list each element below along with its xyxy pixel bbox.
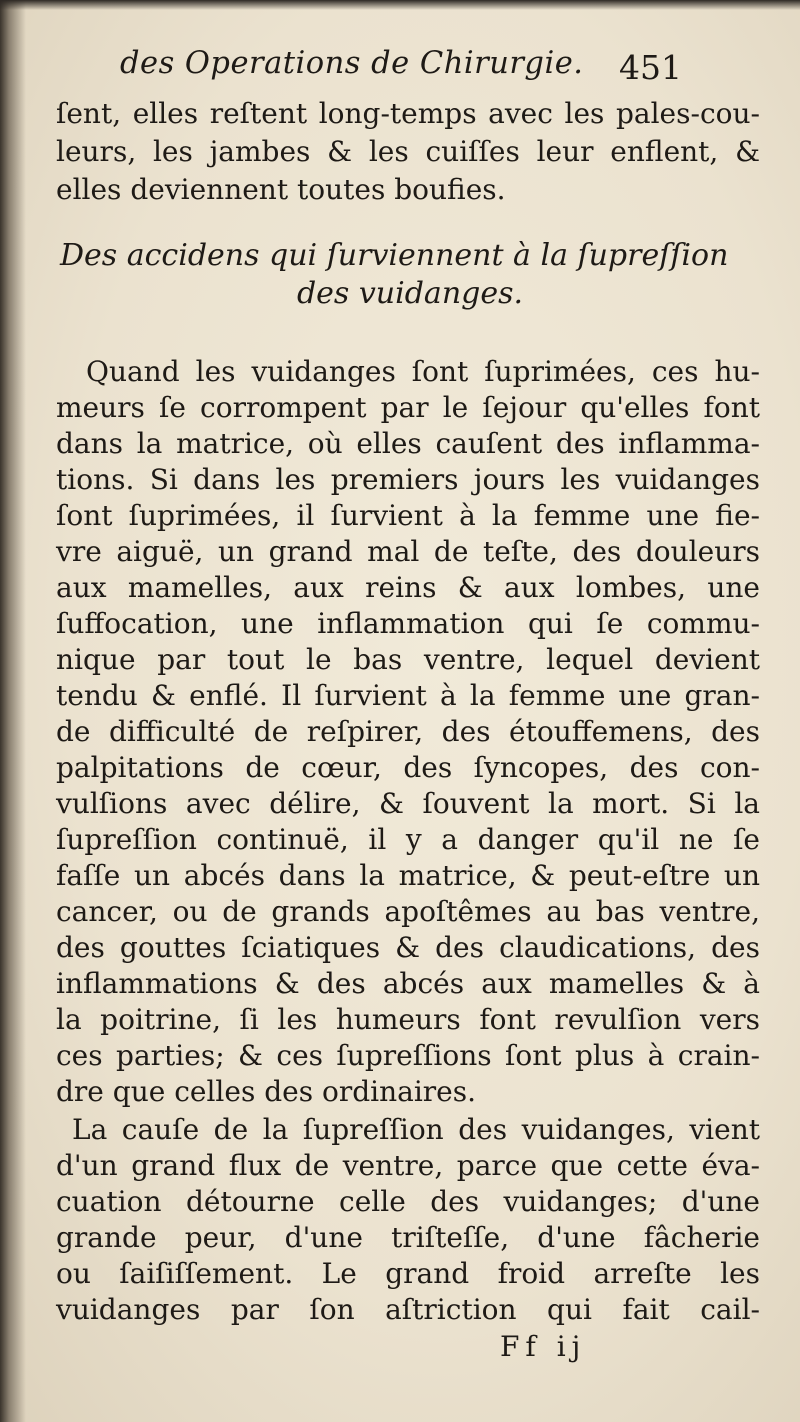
text-line: aux mamelles, aux reins & aux lombes, une <box>56 571 760 604</box>
text-line: vulſions avec délire, & ſouvent la mort. Si la <box>56 787 760 820</box>
section-heading-line: des vuidanges. <box>296 276 524 311</box>
text-line: ſupreſſion continuë, il y a danger qu'il ne ſe <box>56 823 760 856</box>
text-line: ſont ſuprimées, il ſurvient à la femme une fie- <box>56 499 760 532</box>
text-line: palpitations de cœur, des ſyncopes, des con- <box>56 751 760 784</box>
page-number: 451 <box>619 48 682 87</box>
text-line: des gouttes ſciatiques & des claudications, des <box>56 931 760 964</box>
text-line: ſuffocation, une inflammation qui ſe commu- <box>56 607 760 640</box>
section-heading-line: Des accidens qui ſurviennent à la ſupreſſion <box>60 238 729 273</box>
signature-mark: Ff ij <box>500 1330 587 1363</box>
text-line: dre que celles des ordinaires. <box>56 1075 476 1108</box>
text-line: ou ſaiſiſſement. Le grand froid arreſte les <box>56 1257 760 1290</box>
text-line: tendu & enflé. Il ſurvient à la femme une gran- <box>56 679 760 712</box>
text-line: inflammations & des abcés aux mamelles & à <box>56 967 760 1000</box>
page-top-edge <box>0 0 800 10</box>
text-line: cuation détourne celle des vuidanges; d'une <box>56 1185 760 1218</box>
text-line: vuidanges par ſon aſtriction qui fait cail- <box>56 1293 760 1326</box>
running-head-title: des Operations de Chirurgie. <box>120 46 584 81</box>
text-line: Quand les vuidanges ſont ſuprimées, ces hu- <box>86 355 760 388</box>
text-line: vre aiguë, un grand mal de teſte, des douleurs <box>56 535 760 568</box>
text-line: ſent, elles reſtent long-temps avec les pales-cou- <box>56 97 760 130</box>
text-line: dans la matrice, où elles cauſent des inflamma- <box>56 427 760 460</box>
page-spine-shadow <box>0 0 26 1422</box>
text-line: de difficulté de reſpirer, des étouffemens, des <box>56 715 760 748</box>
text-line: elles deviennent toutes boufies. <box>56 173 506 206</box>
text-line: leurs, les jambes & les cuiſſes leur enflent, & <box>56 135 760 168</box>
text-line: d'un grand flux de ventre, parce que cette éva- <box>56 1149 760 1182</box>
text-line: ces parties; & ces ſupreſſions ſont plus à crain- <box>56 1039 760 1072</box>
text-line: tions. Si dans les premiers jours les vuidanges <box>56 463 760 496</box>
running-head <box>120 46 680 90</box>
text-line: la poitrine, ſi les humeurs font revulſion vers <box>56 1003 760 1036</box>
text-line: La cauſe de la ſupreſſion des vuidanges, vient <box>72 1113 760 1146</box>
text-line: cancer, ou de grands apoſtêmes au bas ventre, <box>56 895 760 928</box>
text-line: faſſe un abcés dans la matrice, & peut-eſtre un <box>56 859 760 892</box>
text-line: meurs ſe corrompent par le ſejour qu'elles font <box>56 391 760 424</box>
text-line: grande peur, d'une triſteſſe, d'une fâcherie <box>56 1221 760 1254</box>
text-line: nique par tout le bas ventre, lequel devient <box>56 643 760 676</box>
